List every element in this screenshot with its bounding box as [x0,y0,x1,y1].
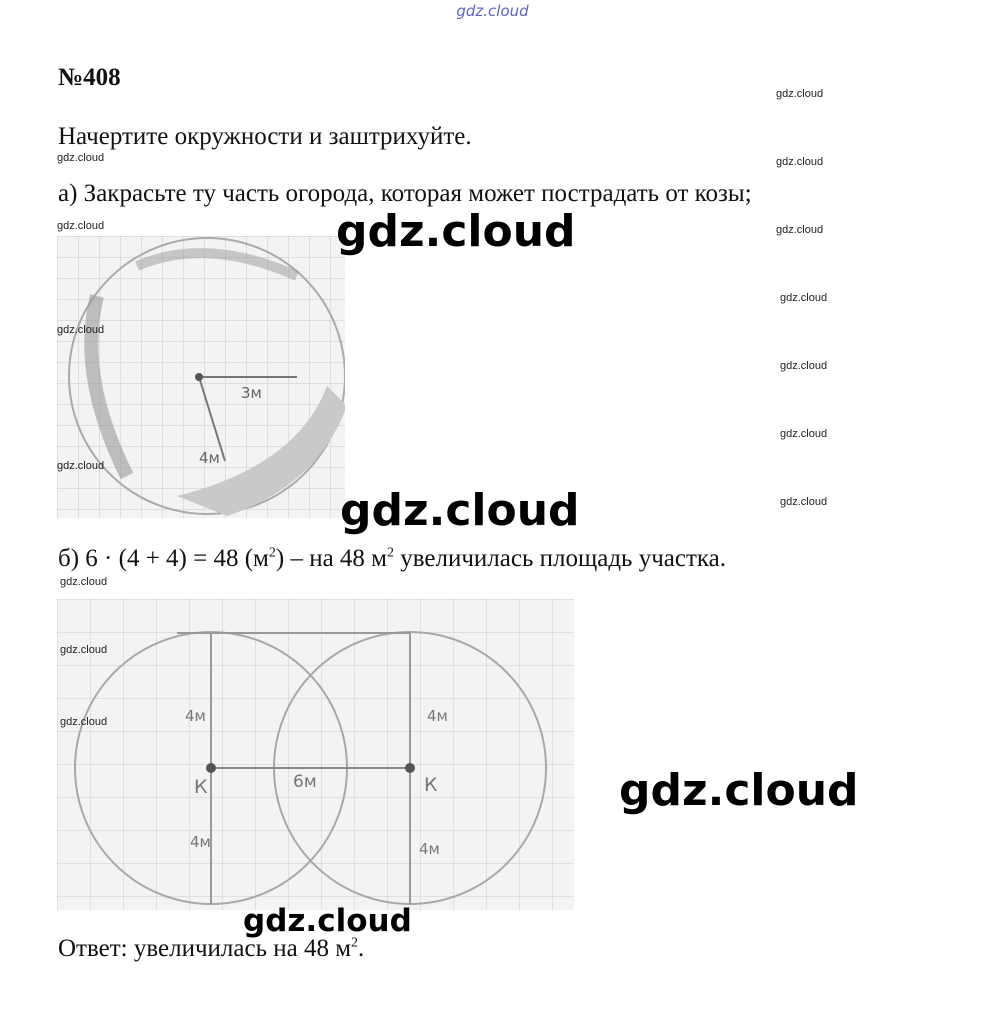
watermark: gdz.cloud [776,224,824,236]
answer-text [58,935,364,963]
label-bottom-right: 4м [419,840,440,858]
left-center-point [206,763,216,773]
answer-suffix: . [358,935,365,962]
center-point [195,373,203,381]
part-b-sup1: 2 [268,545,276,561]
watermark: gdz.cloud [57,460,105,472]
label-top-right: 4м [427,707,448,725]
site-watermark-top: gdz.cloud [456,2,529,20]
part-b-text [58,545,726,573]
label-center-6m: 6м [293,772,317,792]
watermark: gdz.cloud [60,716,108,728]
label-bottom-left: 4м [190,833,211,851]
watermark-large: gdz.cloud [619,765,859,816]
label-3m: 3м [241,384,262,402]
watermark: gdz.cloud [57,220,105,232]
watermark: gdz.cloud [776,156,824,168]
task-number: №408 [58,64,121,91]
watermark: gdz.cloud [57,324,105,336]
label-4m: 4м [199,449,220,467]
watermark-medium: gdz.cloud [243,903,412,939]
grid [57,599,574,910]
watermark: gdz.cloud [780,496,828,508]
part-b-prefix: б) 6 · (4 + 4) = 48 (м [58,545,269,572]
watermark: gdz.cloud [780,292,828,304]
label-k-right: К [424,774,438,796]
answer-prefix: Ответ: увеличилась на 48 м [58,935,352,962]
part-b-mid: ) – на 48 м [275,545,387,572]
figure-b-drawing [57,599,574,910]
watermark: gdz.cloud [57,152,105,164]
right-center-point [405,763,415,773]
part-b-sup2: 2 [387,545,394,561]
figure-b-svg [57,599,574,910]
figure-a-drawing [57,236,345,518]
watermark: gdz.cloud [60,576,108,588]
part-a-text: а) Закрасьте ту часть огорода, которая может пострадать от козы; [58,180,752,207]
part-b-suffix: увеличилась площадь участка. [394,545,727,572]
watermark: gdz.cloud [776,88,824,100]
task-instruction: Начертите окружности и заштрихуйте. [58,123,472,150]
watermark: gdz.cloud [780,428,828,440]
answer-sup: 2 [351,935,359,951]
watermark: gdz.cloud [780,360,828,372]
label-top-left: 4м [185,707,206,725]
figure-a-svg [57,236,345,518]
watermark-large: gdz.cloud [340,485,580,536]
label-k-left: К [194,776,208,798]
watermark-large: gdz.cloud [336,206,576,257]
watermark: gdz.cloud [60,644,108,656]
